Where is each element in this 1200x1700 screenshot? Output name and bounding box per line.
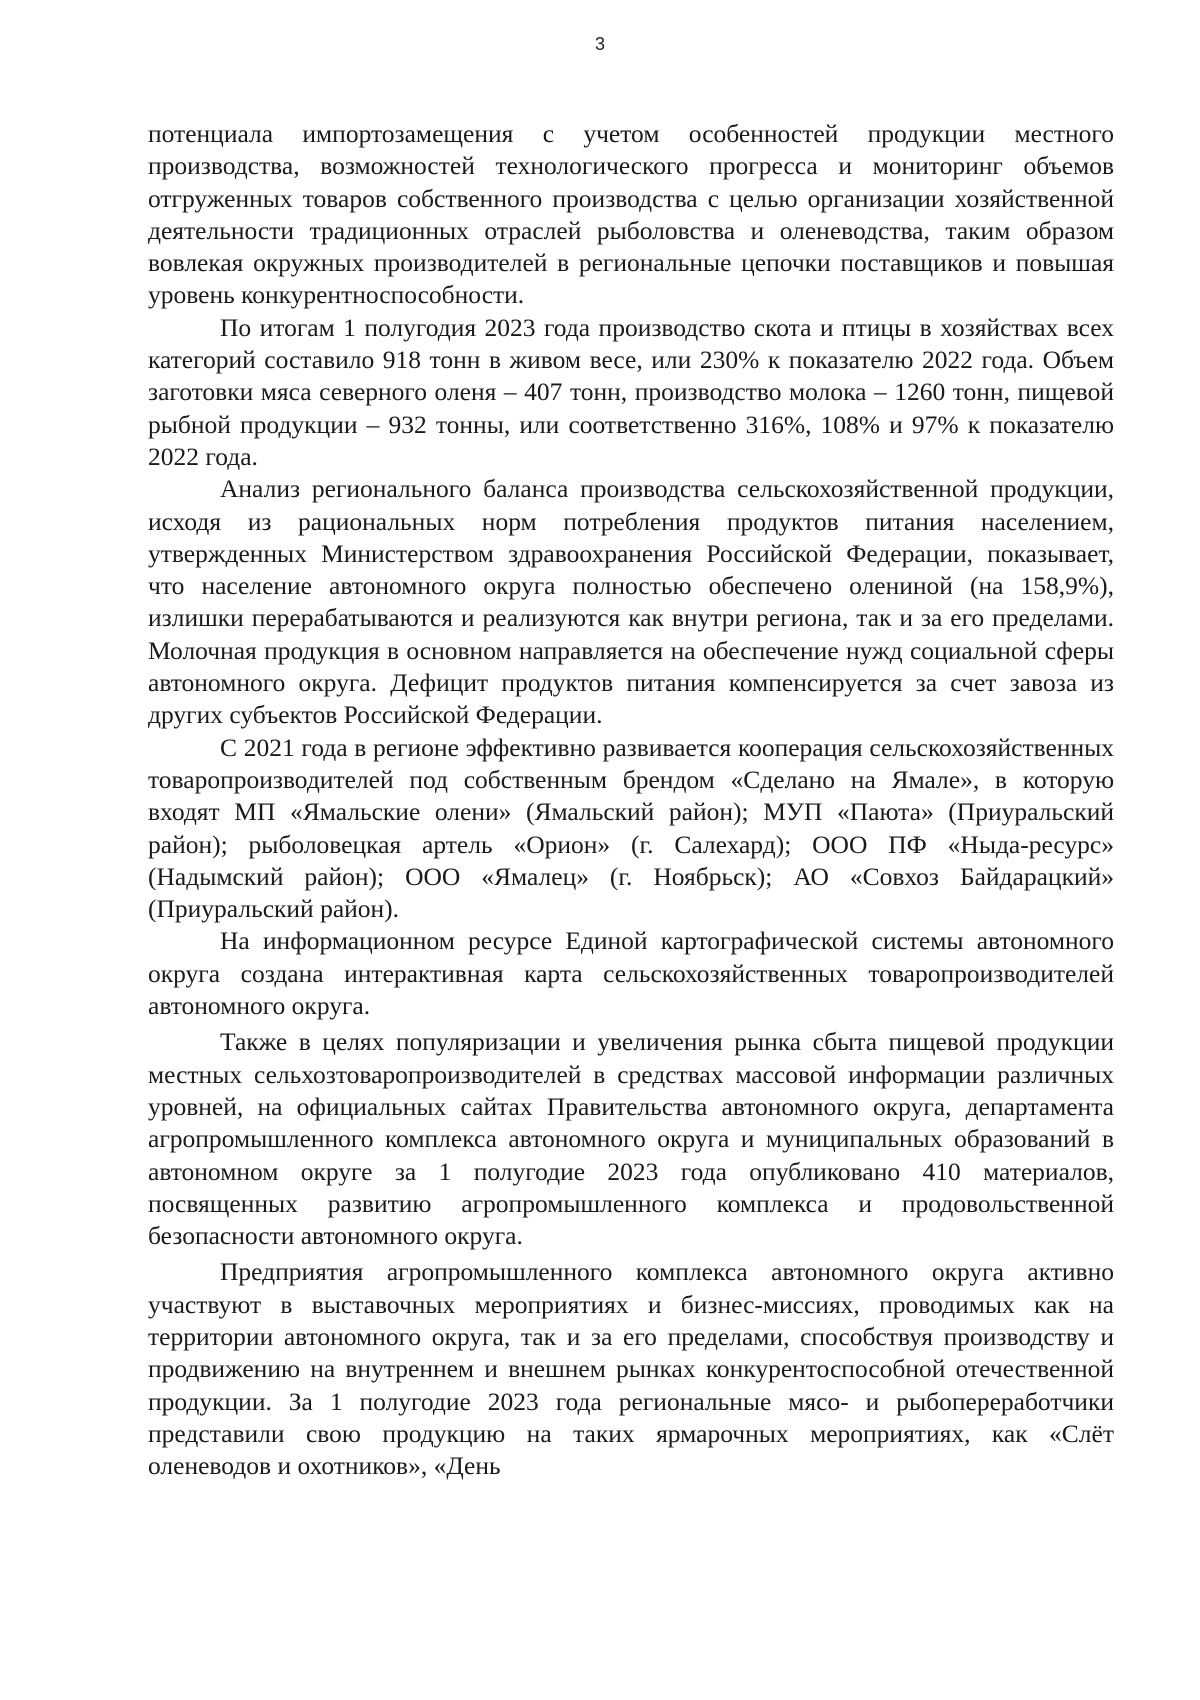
paragraph-media-promotion: Также в целях популяризации и увеличения рынка сбыта пищевой продукции местных сельхозтоваропроизводителей в средствах массовой информации различных уровней, на официальных сайтах Правительства автономного округа, департамента агропромышленного комплекса автономного округа и муниципальных образований в автономном округе за 1 полугодие 2023 года опубликовано 410 материалов, посвященных развитию агропромышленного комплекса и продовольственной безопасности автономного округа.	[148, 1027, 1114, 1251]
paragraph-production-results: По итогам 1 полугодия 2023 года производство скота и птицы в хозяйствах всех категорий составило 918 тонн в живом весе, или 230% к показателю 2022 года. Объем заготовки мяса северного оленя – 407 тонн, производство молока – 1260 тонн, пищевой рыбной продукции – 932 тонны, или соответственно 316%, 108% и 97% к показателю 2022 года.	[148, 312, 1114, 471]
document-body	[148, 118, 1114, 1482]
paragraph-regional-balance: Анализ регионального баланса производства сельскохозяйственной продукции, исходя из рациональных норм потребления продуктов питания населением, утвержденных Министерством здравоохранения Российской Федерации, показывает, что население автономного округа полностью обеспечено олениной (на 158,9%), излишки перерабатываются и реализуются как внутри региона, так и за его пределами. Молочная продукция в основном направляется на обеспечение нужд социальной сферы автономного округа. Дефицит продуктов питания компенсируется за счет завоза из других субъектов Российской Федерации.	[148, 474, 1114, 730]
paragraph-continuation: потенциала импортозамещения с учетом особенностей продукции местного производства, возможностей технологического прогресса и мониторинг объемов отгруженных товаров собственного производства с целью организации хозяйственной деятельности традиционных отраслей рыболовства и оленеводства, таким образом вовлекая окружных производителей в региональные цепочки поставщиков и повышая уровень конкурентноспособности.	[148, 119, 1114, 310]
paragraph-interactive-map: На информационном ресурсе Единой картографической системы автономного округа создана интерактивная карта сельскохозяйственных товаропроизводителей автономного округа.	[148, 926, 1114, 1021]
paragraph-exhibitions: Предприятия агропромышленного комплекса автономного округа активно участвуют в выставочных мероприятиях и бизнес-миссиях, проводимых как на территории автономного округа, так и за его пределами, способствуя производству и продвижению на внутреннем и внешнем рынках конкурентоспособной отечественной продукции. За 1 полугодие 2023 года региональные мясо- и рыбопереработчики представили свою продукцию на таких ярмарочных мероприятиях, как «Слёт оленеводов и охотников», «День	[148, 1257, 1114, 1481]
page-number: 3	[594, 34, 605, 54]
paragraph-cooperation: С 2021 года в регионе эффективно развивается кооперация сельскохозяйственных товаропроизводителей под собственным брендом «Сделано на Ямале», в которую входят МП «Ямальские олени» (Ямальский район); МУП «Паюта» (Приуральский район); рыболовецкая артель «Орион» (г. Салехард); ООО ПФ «Ныда-ресурс» (Надымский район); ООО «Ямалец» (г. Ноябрьск); АО «Совхоз Байдарацкий» (Приуральский район).	[148, 732, 1114, 924]
